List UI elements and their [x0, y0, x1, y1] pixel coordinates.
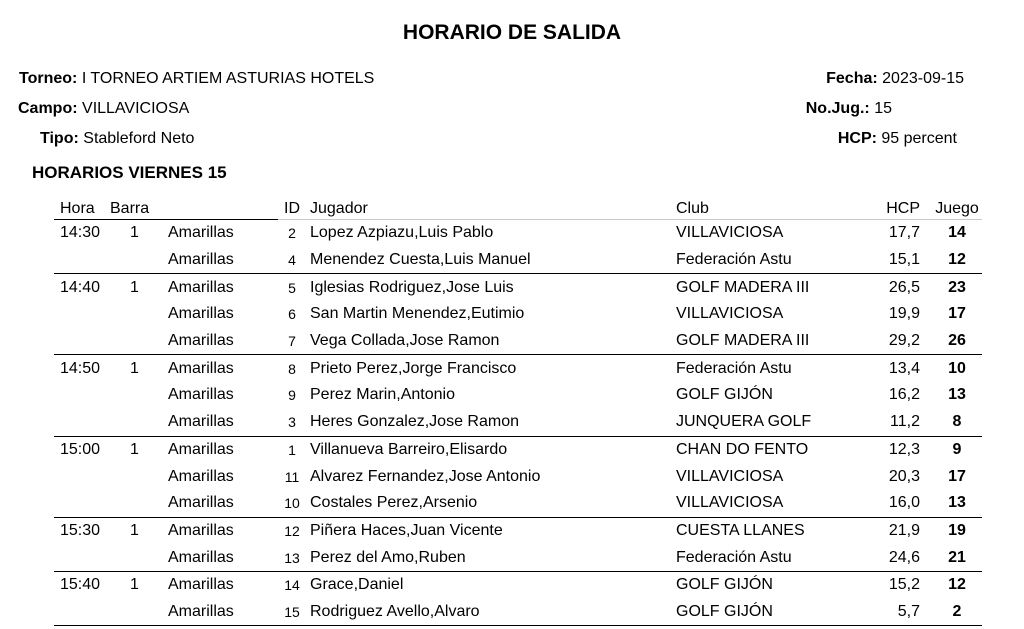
cell-hora: 15:30: [54, 517, 110, 544]
cell-hcp: 11,2: [890, 413, 920, 431]
cell-juego: 8: [952, 413, 962, 431]
cell-hcp: 16,2: [888, 386, 920, 404]
table-row: [54, 328, 982, 355]
fecha-value: 2023-09-15: [882, 70, 964, 87]
cell-id: 6: [288, 306, 296, 323]
cell-tee: Amarillas: [168, 467, 234, 485]
cell-barra: 1: [110, 436, 168, 463]
cell-hcp: 21,9: [866, 517, 932, 544]
cell-tee: Amarillas: [168, 517, 278, 544]
cell-id: 3: [288, 414, 296, 431]
cell-juego: 21: [948, 548, 966, 566]
cell-hcp: 15,1: [888, 251, 920, 269]
cell-barra: [110, 490, 168, 517]
col-juego: Juego: [932, 197, 982, 220]
torneo-value: I TORNEO ARTIEM ASTURIAS HOTELS: [81, 70, 375, 87]
cell-club: GOLF MADERA III: [676, 332, 810, 350]
cell-id: 7: [288, 333, 296, 350]
cell-id: 10: [284, 495, 300, 512]
cell-barra: [110, 328, 168, 355]
cell-barra: [110, 301, 168, 328]
cell-club: GOLF GIJÓN: [670, 571, 866, 598]
cell-barra: [110, 599, 168, 626]
cell-juego: 12: [948, 251, 966, 269]
cell-tee: Amarillas: [168, 220, 278, 247]
cell-jugador: Menendez Cuesta,Luis Manuel: [310, 251, 531, 269]
cell-tee: Amarillas: [168, 355, 278, 382]
cell-club: VILLAVICIOSA: [676, 494, 784, 512]
col-hcp: HCP: [866, 197, 932, 220]
cell-hcp: 15,2: [866, 571, 932, 598]
cell-club: GOLF MADERA III: [670, 274, 866, 301]
table-row: [54, 409, 982, 436]
cell-jugador: Villanueva Barreiro,Elisardo: [306, 436, 670, 463]
table-row: [54, 247, 982, 274]
cell-hcp: 20,3: [888, 467, 920, 485]
table-row: [54, 436, 982, 463]
tipo-line: [40, 129, 194, 149]
cell-juego: 14: [932, 220, 982, 247]
cell-hora: [54, 490, 110, 517]
cell-hora: 14:40: [54, 274, 110, 301]
table-row: [54, 274, 982, 301]
hcp-label: HCP:: [837, 130, 877, 147]
cell-juego: 19: [932, 517, 982, 544]
cell-tee: Amarillas: [168, 274, 278, 301]
cell-jugador: Lopez Azpiazu,Luis Pablo: [306, 220, 670, 247]
cell-hora: [54, 463, 110, 490]
cell-id: 8: [278, 355, 306, 382]
cell-club: CHAN DO FENTO: [670, 436, 866, 463]
cell-club: Federación Astu: [676, 251, 792, 269]
cell-hcp: 26,5: [866, 274, 932, 301]
cell-hora: [54, 301, 110, 328]
cell-tee: Amarillas: [168, 599, 278, 626]
cell-jugador: Vega Collada,Jose Ramon: [310, 332, 500, 350]
table-row: [54, 517, 982, 544]
nojug-value: 15: [874, 100, 892, 117]
tipo-value: Stableford Neto: [83, 130, 195, 147]
cell-club: GOLF GIJÓN: [676, 386, 773, 404]
cell-hcp: 29,2: [888, 332, 920, 350]
cell-hora: [54, 409, 110, 436]
table-row: [54, 490, 982, 517]
cell-id: 13: [284, 549, 300, 566]
cell-club: JUNQUERA GOLF: [676, 413, 812, 431]
cell-juego: 13: [948, 494, 966, 512]
cell-hora: [54, 247, 110, 274]
cell-hora: [54, 382, 110, 409]
table-row: [54, 382, 982, 409]
col-club: Club: [670, 197, 866, 220]
cell-club: VILLAVICIOSA: [676, 305, 784, 323]
cell-juego: 23: [932, 274, 982, 301]
cell-club: VILLAVICIOSA: [670, 220, 866, 247]
fecha-label: Fecha:: [826, 70, 878, 87]
cell-id: 2: [278, 220, 306, 247]
cell-jugador: Perez Marin,Antonio: [310, 386, 455, 404]
cell-barra: [110, 544, 168, 571]
cell-hora: [54, 544, 110, 571]
cell-barra: 1: [110, 274, 168, 301]
cell-club: Federación Astu: [676, 548, 792, 566]
campo-line: [18, 99, 189, 119]
cell-hcp: 12,3: [866, 436, 932, 463]
cell-id: 12: [278, 517, 306, 544]
cell-hcp: 5,7: [866, 599, 932, 626]
cell-juego: 13: [948, 386, 966, 404]
table-row: [54, 571, 982, 598]
cell-hcp: 24,6: [888, 548, 920, 566]
cell-tee: Amarillas: [168, 413, 234, 431]
campo-value: VILLAVICIOSA: [82, 100, 190, 117]
cell-jugador: Perez del Amo,Ruben: [310, 548, 466, 566]
cell-juego: 26: [948, 332, 966, 350]
cell-hcp: 19,9: [888, 305, 920, 323]
cell-club: CUESTA LLANES: [670, 517, 866, 544]
cell-barra: [110, 247, 168, 274]
cell-juego: 17: [948, 305, 966, 323]
fecha-line: [826, 69, 964, 89]
cell-jugador: Piñera Haces,Juan Vicente: [306, 517, 670, 544]
cell-tee: Amarillas: [168, 436, 278, 463]
nojug-label: No.Jug.:: [805, 100, 870, 117]
torneo-line: [19, 69, 374, 89]
cell-hora: 14:30: [54, 220, 110, 247]
table-row: [54, 301, 982, 328]
cell-jugador: Rodriguez Avello,Alvaro: [306, 599, 670, 626]
cell-tee: Amarillas: [168, 386, 234, 404]
page-title: HORARIO DE SALIDA: [402, 21, 622, 44]
col-barra: Barra: [110, 200, 150, 217]
cell-jugador: Costales Perez,Arsenio: [310, 494, 478, 512]
col-id: ID: [278, 197, 306, 220]
cell-club: GOLF GIJÓN: [670, 599, 866, 626]
cell-barra: 1: [110, 517, 168, 544]
cell-hora: 14:50: [54, 355, 110, 382]
cell-tee: Amarillas: [168, 548, 234, 566]
table-row: [54, 599, 982, 626]
cell-id: 14: [278, 571, 306, 598]
cell-club: Federación Astu: [670, 355, 866, 382]
hcp-value: 95 percent: [881, 130, 957, 147]
cell-barra: [110, 382, 168, 409]
campo-label: Campo:: [18, 100, 78, 117]
cell-id: 11: [284, 468, 300, 485]
cell-id: 15: [278, 599, 306, 626]
cell-hora: [54, 599, 110, 626]
table-header-row: [54, 197, 982, 220]
table-row: [54, 220, 982, 247]
cell-tee: Amarillas: [168, 305, 234, 323]
cell-jugador: Alvarez Fernandez,Jose Antonio: [310, 467, 541, 485]
cell-tee: Amarillas: [168, 571, 278, 598]
col-tee: [168, 197, 278, 220]
cell-tee: Amarillas: [168, 251, 234, 269]
cell-tee: Amarillas: [168, 332, 234, 350]
cell-jugador: San Martin Menendez,Eutimio: [310, 305, 525, 323]
col-jugador: Jugador: [306, 197, 670, 220]
cell-juego: 12: [932, 571, 982, 598]
cell-hora: 15:00: [54, 436, 110, 463]
cell-juego: 17: [948, 467, 966, 485]
hcp-line: [838, 129, 957, 149]
cell-barra: 1: [110, 355, 168, 382]
cell-hora: 15:40: [54, 571, 110, 598]
cell-id: 1: [278, 436, 306, 463]
cell-barra: 1: [110, 571, 168, 598]
cell-barra: 1: [110, 220, 168, 247]
table-row: [54, 463, 982, 490]
cell-id: 5: [278, 274, 306, 301]
cell-barra: [110, 463, 168, 490]
cell-jugador: Prieto Perez,Jorge Francisco: [306, 355, 670, 382]
cell-club: VILLAVICIOSA: [676, 467, 784, 485]
section-title: HORARIOS VIERNES 15: [32, 163, 227, 182]
cell-juego: 10: [932, 355, 982, 382]
cell-juego: 2: [932, 599, 982, 626]
tipo-label: Tipo:: [40, 130, 79, 147]
cell-jugador: Grace,Daniel: [306, 571, 670, 598]
table-row: [54, 544, 982, 571]
cell-barra: [110, 409, 168, 436]
cell-hcp: 13,4: [866, 355, 932, 382]
cell-hcp: 17,7: [866, 220, 932, 247]
nojug-line: [806, 99, 892, 119]
cell-hora: [54, 328, 110, 355]
cell-jugador: Heres Gonzalez,Jose Ramon: [310, 413, 519, 431]
cell-hcp: 16,0: [888, 494, 920, 512]
torneo-label: Torneo:: [19, 70, 78, 87]
tee-times-table: [54, 197, 982, 626]
table-row: [54, 355, 982, 382]
cell-id: 4: [288, 252, 296, 269]
cell-id: 9: [288, 387, 296, 404]
cell-juego: 9: [932, 436, 982, 463]
cell-jugador: Iglesias Rodriguez,Jose Luis: [306, 274, 670, 301]
col-hora: Hora: [60, 200, 95, 217]
cell-tee: Amarillas: [168, 494, 234, 512]
